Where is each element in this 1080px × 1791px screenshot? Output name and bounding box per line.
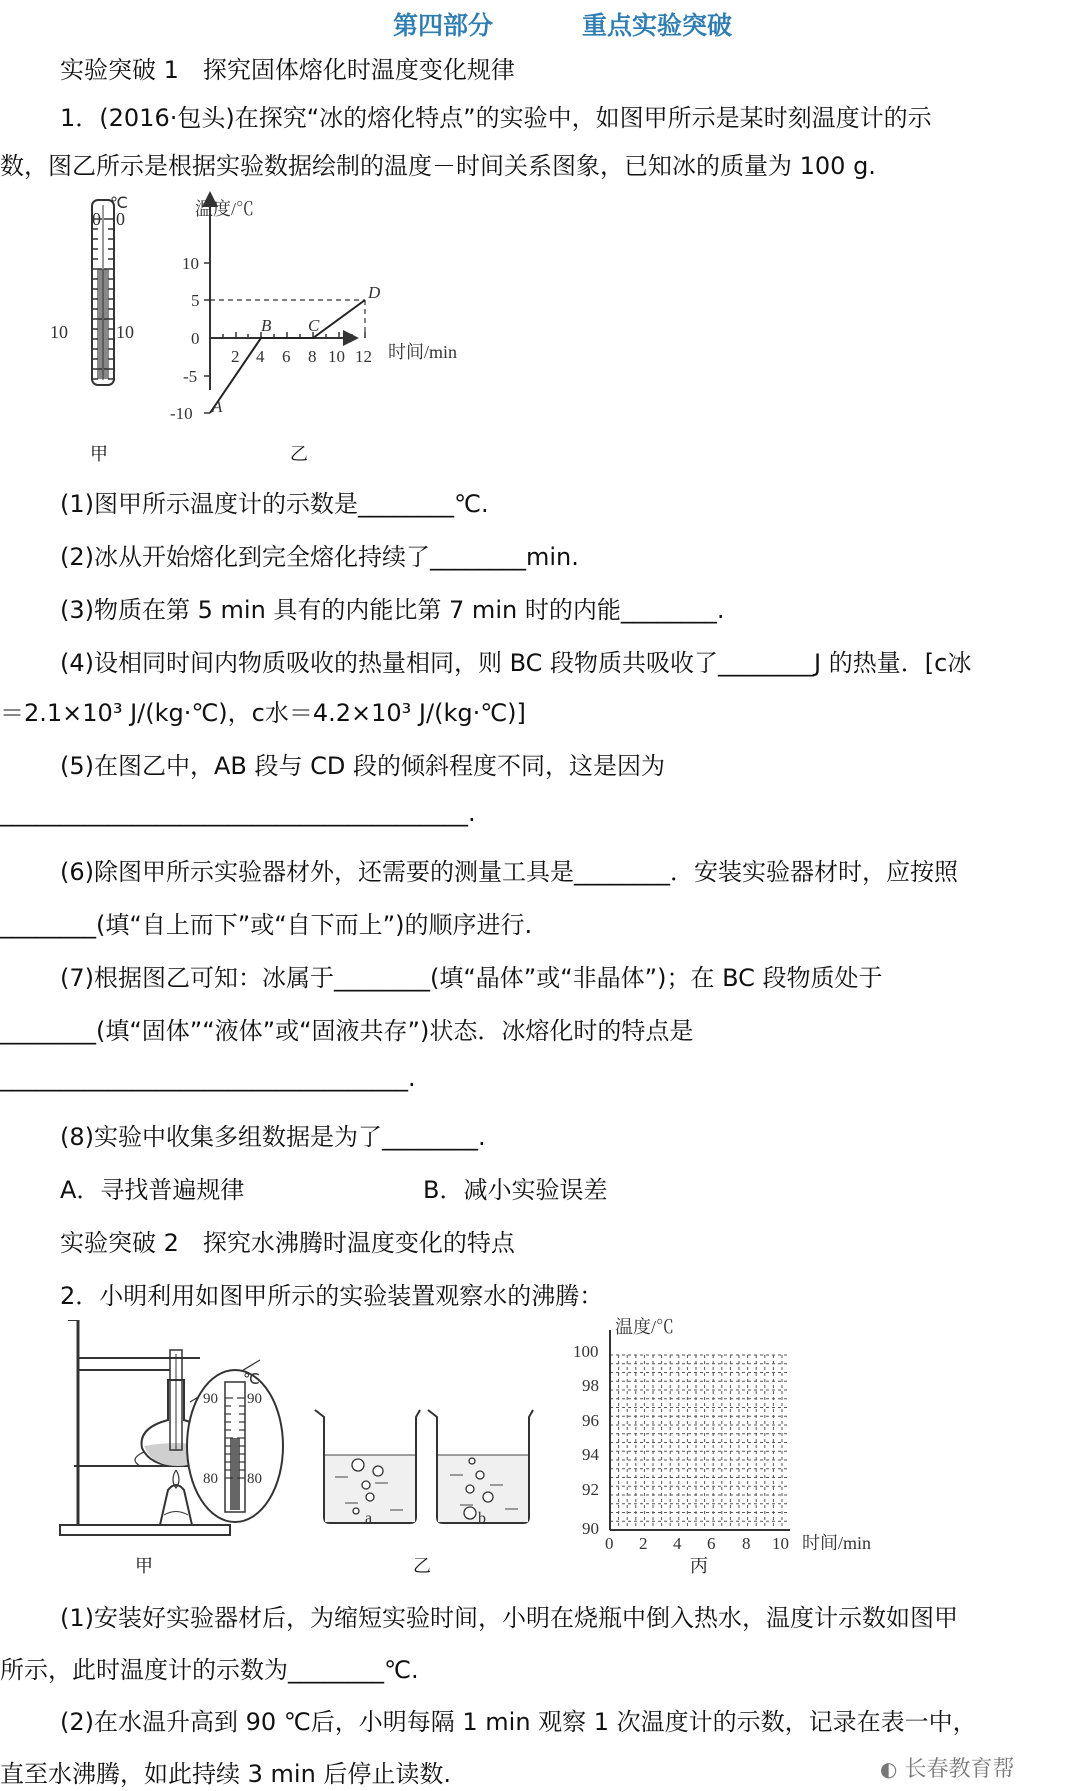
grid-y-tick-92: 92 (582, 1480, 599, 1499)
zoom-therm-80-right: 80 (247, 1471, 262, 1487)
q1-part-1: (1)图甲所示温度计的示数是________℃. (60, 490, 489, 518)
q1-part-6-line2: ________(填“自上而下”或“自下而上”)的顺序进行. (0, 911, 533, 939)
thermometer-unit: ℃ (110, 195, 128, 212)
q1-stem-line1: 1．(2016·包头)在探究“冰的熔化特点”的实验中，如图甲所示是某时刻温度计的示 (60, 104, 932, 132)
grid-y-tick-90: 90 (582, 1519, 599, 1538)
thermometer-0-left: 0 (92, 209, 101, 229)
y-tick-neg10: -10 (170, 404, 193, 423)
watermark (880, 1752, 1014, 1783)
zoom-thermometer-unit: ℃ (243, 1372, 260, 1388)
x-tick-8: 8 (308, 347, 317, 366)
section-heading-1: 实验突破 1 探究固体熔化时温度变化规律 (60, 56, 515, 84)
thermometer-10-right: 10 (116, 322, 134, 342)
y-tick-5: 5 (191, 291, 200, 310)
thermometer-10-left: 10 (50, 322, 68, 342)
x-tick-4: 4 (256, 347, 265, 366)
q1-part-4-line2: ＝2.1×10³ J/(kg·℃)，c水＝4.2×10³ J/(kg·℃)] (0, 699, 526, 727)
grid-x-tick-6: 6 (707, 1534, 716, 1550)
grid-y-tick-100: 100 (573, 1342, 599, 1361)
thermometer-0-right: 0 (116, 209, 125, 229)
point-b-label: B (261, 316, 272, 335)
temperature-grid (570, 1315, 900, 1550)
point-d-label: D (368, 283, 381, 302)
y-tick-10: 10 (182, 254, 199, 273)
x-tick-2: 2 (231, 347, 240, 366)
q1-part-7-line3: __________________________________. (0, 1064, 416, 1092)
graph-y-axis-label: 温度/℃ (195, 199, 255, 219)
grid-y-tick-98: 98 (582, 1376, 599, 1395)
q1-option-b: B．减小实验误差 (423, 1176, 608, 1204)
q1-stem-line2: 数，图乙所示是根据实验数据绘制的温度－时间关系图象，已知冰的质量为 100 g. (0, 152, 876, 180)
zoom-therm-80-left: 80 (203, 1471, 218, 1487)
q2-part-1-line2: 所示，此时温度计的示数为________℃. (0, 1656, 419, 1684)
grid-y-axis-label: 温度/℃ (615, 1317, 675, 1337)
zoomed-thermometer (185, 1368, 285, 1528)
figure-caption-yi-1: 乙 (290, 444, 308, 465)
q1-part-5-line1: (5)在图乙中，AB 段与 CD 段的倾斜程度不同，这是因为 (60, 752, 666, 780)
q2-stem: 2．小明利用如图甲所示的实验装置观察水的沸腾： (60, 1282, 604, 1310)
grid-y-tick-96: 96 (582, 1411, 599, 1430)
grid-x-tick-10: 10 (772, 1534, 789, 1550)
point-c-label: C (308, 316, 320, 335)
grid-x-axis-label: 时间/min (802, 1533, 872, 1550)
thermometer-figure-1 (50, 190, 155, 420)
figure-caption-jia-2: 甲 (135, 1556, 153, 1577)
zoom-therm-90-left: 90 (203, 1391, 218, 1407)
beakers-figure (310, 1405, 540, 1530)
figure-caption-jia-1: 甲 (90, 444, 108, 465)
grid-x-tick-8: 8 (742, 1534, 751, 1550)
q1-option-a: A．寻找普遍规律 (60, 1176, 245, 1204)
beaker-a-label: a (365, 1510, 373, 1527)
section-heading-2: 实验突破 2 探究水沸腾时温度变化的特点 (60, 1229, 515, 1257)
wechat-icon: ◐ (880, 1757, 898, 1781)
q1-part-8: (8)实验中收集多组数据是为了________. (60, 1123, 486, 1151)
figure-caption-bing: 丙 (690, 1556, 708, 1577)
x-tick-6: 6 (282, 347, 291, 366)
q1-part-4-line1: (4)设相同时间内物质吸收的热量相同，则 BC 段物质共吸收了________J 的热量．[c冰 (60, 649, 972, 677)
q1-part-7-line2: ________(填“固体”“液体”或“固液共存”)状态．冰熔化时的特点是 (0, 1017, 694, 1045)
watermark-text: 长春教育帮 (904, 1757, 1015, 1782)
grid-x-tick-0: 0 (605, 1534, 614, 1550)
grid-x-tick-2: 2 (639, 1534, 648, 1550)
y-tick-neg5: -5 (183, 367, 198, 386)
grid-x-tick-4: 4 (673, 1534, 682, 1550)
q1-part-2: (2)冰从开始熔化到完全熔化持续了________min. (60, 543, 579, 571)
q1-part-5-line2: _______________________________________. (0, 799, 476, 827)
graph-x-axis-label: 时间/min (388, 342, 458, 362)
q1-part-6-line1: (6)除图甲所示实验器材外，还需要的测量工具是________．安装实验器材时，应按照 (60, 858, 958, 886)
y-tick-0: 0 (191, 329, 200, 348)
temperature-time-graph (160, 190, 480, 435)
q1-part-3: (3)物质在第 5 min 具有的内能比第 7 min 时的内能________. (60, 596, 725, 624)
figure-caption-yi-2: 乙 (413, 1556, 431, 1577)
page-title: 重点实验突破 (582, 11, 733, 40)
part-label: 第四部分 (393, 11, 494, 40)
beaker-b-label: b (478, 1510, 486, 1527)
zoom-therm-90-right: 90 (247, 1391, 262, 1407)
q2-part-2-line1: (2)在水温升高到 90 ℃后，小明每隔 1 min 观察 1 次温度计的示数，记录在表一中， (60, 1708, 977, 1736)
point-a-label: A (212, 397, 223, 416)
x-tick-10: 10 (328, 347, 345, 366)
x-tick-12: 12 (355, 347, 372, 366)
grid-y-tick-94: 94 (582, 1445, 599, 1464)
q2-part-2-line2: 直至水沸腾，如此持续 3 min 后停止读数. (0, 1760, 452, 1788)
q2-part-1-line1: (1)安装好实验器材后，为缩短实验时间，小明在烧瓶中倒入热水，温度计示数如图甲 (60, 1604, 958, 1632)
q1-part-7-line1: (7)根据图乙可知：冰属于________(填“晶体”或“非晶体”)；在 BC 段物质处于 (60, 964, 883, 992)
